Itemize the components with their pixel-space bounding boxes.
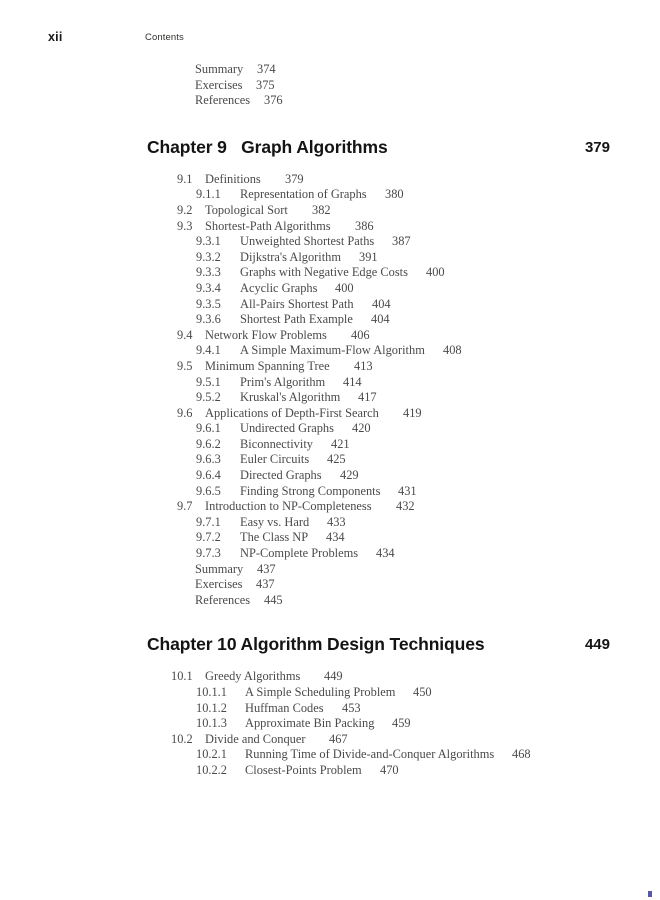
chapter-heading-page: 379: [584, 138, 610, 156]
toc-entry[interactable]: [0, 530, 660, 546]
toc-entry-page: 429: [340, 468, 359, 483]
toc-entry-title: Biconnectivity: [240, 436, 313, 451]
toc-entry[interactable]: [0, 562, 660, 578]
toc-body: [0, 62, 660, 779]
toc-entry-number: 9.4: [177, 327, 193, 342]
chapter-heading-page: 449: [584, 636, 610, 654]
toc-entry-page: 386: [355, 218, 374, 233]
toc-entry[interactable]: [0, 281, 660, 297]
toc-entry[interactable]: [0, 250, 660, 266]
toc-entry-title: References: [195, 592, 251, 607]
toc-entry-page: 404: [371, 312, 390, 327]
running-title: Contents: [145, 32, 184, 43]
toc-entry-title: Summary: [195, 561, 244, 576]
toc-entry-number: 9.3.1: [196, 234, 221, 249]
toc-entry-title: NP-Complete Problems: [240, 546, 359, 561]
toc-entry[interactable]: [0, 546, 660, 562]
toc-entry-page: 434: [376, 546, 395, 561]
toc-entry-title: Applications of Depth-First Search: [205, 405, 379, 420]
toc-entry[interactable]: [0, 265, 660, 281]
toc-entry-page: 375: [256, 77, 275, 92]
toc-entry-page: 467: [329, 731, 348, 746]
toc-entry[interactable]: [0, 515, 660, 531]
toc-entry-page: 470: [380, 762, 399, 777]
toc-entry[interactable]: [0, 763, 660, 779]
toc-entry-number: 9.6: [177, 405, 193, 420]
toc-entry[interactable]: [0, 172, 660, 188]
toc-entry-page: 450: [413, 685, 432, 699]
toc-entry[interactable]: [0, 747, 660, 763]
toc-entry-page: 453: [342, 700, 361, 715]
toc-entry[interactable]: [0, 468, 660, 484]
toc-entry-page: 420: [352, 421, 371, 436]
toc-entry[interactable]: [0, 219, 660, 235]
toc-entry[interactable]: [0, 406, 660, 422]
toc-entry-page: 431: [398, 483, 417, 498]
toc-entry-page: 434: [326, 530, 345, 545]
toc-entry-page: 408: [443, 343, 462, 358]
toc-entry-number: 9.5.2: [196, 390, 221, 405]
toc-entry-title: References: [195, 93, 251, 108]
toc-entry-title: Exercises: [195, 77, 243, 92]
toc-entry-page: 414: [343, 374, 362, 389]
toc-entry[interactable]: [0, 359, 660, 375]
toc-entry-page: 449: [324, 669, 343, 684]
toc-entry-page: 421: [331, 436, 350, 451]
toc-entry[interactable]: [0, 716, 660, 732]
toc-entry-title: Minimum Spanning Tree: [205, 358, 330, 373]
toc-entry[interactable]: [0, 78, 660, 94]
toc-entry[interactable]: [0, 732, 660, 748]
chapter-heading-title: Chapter 9 Graph Algorithms: [147, 136, 388, 157]
toc-entry-page: 445: [264, 592, 283, 607]
toc-entry-number: 9.7.1: [196, 514, 221, 529]
toc-entry-page: 387: [392, 234, 411, 249]
toc-entry-page: 374: [257, 62, 276, 76]
toc-entry-page: 419: [403, 405, 422, 420]
toc-entry[interactable]: [0, 484, 660, 500]
running-head: [0, 30, 660, 50]
toc-entry-title: Kruskal's Algorithm: [240, 390, 341, 405]
toc-entry-page: 425: [327, 452, 346, 467]
toc-entry-number: 9.6.4: [196, 468, 221, 483]
toc-entry-page: 417: [358, 390, 377, 405]
toc-entry-title: Undirected Graphs: [240, 421, 334, 436]
toc-entry-page: 379: [285, 171, 304, 186]
toc-entry-title: Exercises: [195, 577, 243, 592]
toc-entry[interactable]: [0, 577, 660, 593]
toc-entry-title: Topological Sort: [205, 202, 288, 217]
toc-entry-page: 391: [359, 249, 378, 264]
toc-entry-title: Huffman Codes: [245, 700, 324, 715]
toc-entry-number: 9.7.3: [196, 546, 221, 561]
toc-entry-title: Euler Circuits: [240, 452, 310, 467]
toc-entry-title: Finding Strong Components: [240, 483, 381, 498]
toc-entry[interactable]: [0, 701, 660, 717]
toc-entry[interactable]: [0, 375, 660, 391]
chapter-heading[interactable]: [0, 137, 660, 167]
toc-entry-number: 9.5: [177, 358, 193, 373]
toc-entry[interactable]: [0, 669, 660, 685]
toc-entry-page: 459: [392, 716, 411, 731]
toc-entry[interactable]: [0, 593, 660, 609]
toc-entry-page: 400: [426, 265, 445, 280]
toc-entry[interactable]: [0, 390, 660, 406]
toc-entry-number: 9.7: [177, 499, 193, 514]
toc-entry-title: Acyclic Graphs: [240, 280, 318, 295]
toc-entry[interactable]: [0, 685, 660, 701]
toc-entry-page: 468: [512, 747, 531, 762]
toc-entry-title: Graphs with Negative Edge Costs: [240, 265, 408, 280]
toc-entry[interactable]: [0, 421, 660, 437]
toc-entry-number: 9.4.1: [196, 343, 221, 358]
toc-entry-number: 10.1: [171, 669, 193, 684]
toc-entry-title: Summary: [195, 62, 244, 76]
toc-entry[interactable]: [0, 93, 660, 109]
chapter-heading[interactable]: [0, 634, 660, 664]
toc-entry-number: 9.6.5: [196, 483, 221, 498]
toc-entry-number: 10.2.2: [196, 762, 227, 777]
toc-entry-title: A Simple Scheduling Problem: [245, 685, 396, 699]
toc-entry-title: All-Pairs Shortest Path: [240, 296, 354, 311]
toc-entry[interactable]: [0, 297, 660, 313]
toc-entry-number: 9.7.2: [196, 530, 221, 545]
toc-entry[interactable]: [0, 234, 660, 250]
toc-entry-title: Network Flow Problems: [205, 327, 327, 342]
toc-entry-number: 9.3.3: [196, 265, 221, 280]
toc-entry[interactable]: [0, 499, 660, 515]
toc-entry[interactable]: [0, 312, 660, 328]
toc-entry-number: 10.1.2: [196, 700, 227, 715]
toc-entry-number: 9.6.3: [196, 452, 221, 467]
toc-entry-title: Closest-Points Problem: [245, 762, 362, 777]
corner-artifact: [648, 891, 652, 897]
toc-entry-number: 9.3.2: [196, 249, 221, 264]
toc-entry-number: 9.6.2: [196, 436, 221, 451]
toc-entry-title: Shortest-Path Algorithms: [205, 218, 331, 233]
toc-entry-title: Shortest Path Example: [240, 312, 353, 327]
toc-entry-page: 400: [335, 280, 354, 295]
toc-entry-number: 9.1: [177, 171, 193, 186]
toc-entry-number: 10.1.3: [196, 716, 227, 731]
page-folio: xii: [48, 30, 63, 44]
toc-entry-page: 404: [372, 296, 391, 311]
toc-entry[interactable]: [0, 328, 660, 344]
toc-entry-title: Divide and Conquer: [205, 731, 306, 746]
toc-entry-page: 413: [354, 358, 373, 373]
toc-entry-title: A Simple Maximum-Flow Algorithm: [240, 343, 425, 358]
chapter-heading-title: Chapter 10 Algorithm Design Techniques: [147, 634, 485, 655]
toc-entry[interactable]: [0, 343, 660, 359]
toc-entry-title: The Class NP: [240, 530, 309, 545]
toc-entry-page: 382: [312, 202, 331, 217]
toc-entry-page: 406: [351, 327, 370, 342]
toc-entry-title: Representation of Graphs: [240, 187, 367, 202]
toc-entry-number: 9.6.1: [196, 421, 221, 436]
toc-entry-number: 9.3.4: [196, 280, 221, 295]
toc-entry-title: Easy vs. Hard: [240, 514, 310, 529]
toc-entry-title: Greedy Algorithms: [205, 669, 301, 684]
toc-entry-page: 380: [385, 187, 404, 202]
toc-entry-number: 10.1.1: [196, 685, 227, 699]
toc-entry-page: 433: [327, 514, 346, 529]
toc-entry-title: Definitions: [205, 171, 261, 186]
toc-entry-page: 432: [396, 499, 415, 514]
toc-entry[interactable]: [0, 203, 660, 219]
toc-entry[interactable]: [0, 62, 660, 78]
toc-entry-number: 9.5.1: [196, 374, 221, 389]
toc-entry-title: Unweighted Shortest Paths: [240, 234, 375, 249]
toc-entry-title: Approximate Bin Packing: [245, 716, 375, 731]
toc-entry[interactable]: [0, 187, 660, 203]
toc-entry-number: 9.2: [177, 202, 193, 217]
toc-entry-title: Running Time of Divide-and-Conquer Algorithms: [245, 747, 495, 762]
toc-entry-page: 437: [256, 577, 275, 592]
toc-entry-number: 9.3: [177, 218, 193, 233]
toc-entry[interactable]: [0, 452, 660, 468]
toc-entry-number: 9.3.6: [196, 312, 221, 327]
toc-entry[interactable]: [0, 437, 660, 453]
toc-entry-number: 10.2: [171, 731, 193, 746]
toc-entry-title: Dijkstra's Algorithm: [240, 249, 342, 264]
toc-entry-page: 437: [257, 561, 276, 576]
toc-entry-title: Directed Graphs: [240, 468, 322, 483]
toc-entry-number: 9.3.5: [196, 296, 221, 311]
toc-entry-title: Prim's Algorithm: [240, 374, 326, 389]
toc-entry-number: 9.1.1: [196, 187, 221, 202]
toc-entry-page: 376: [264, 93, 283, 108]
toc-entry-number: 10.2.1: [196, 747, 227, 762]
toc-entry-title: Introduction to NP-Completeness: [205, 499, 372, 514]
